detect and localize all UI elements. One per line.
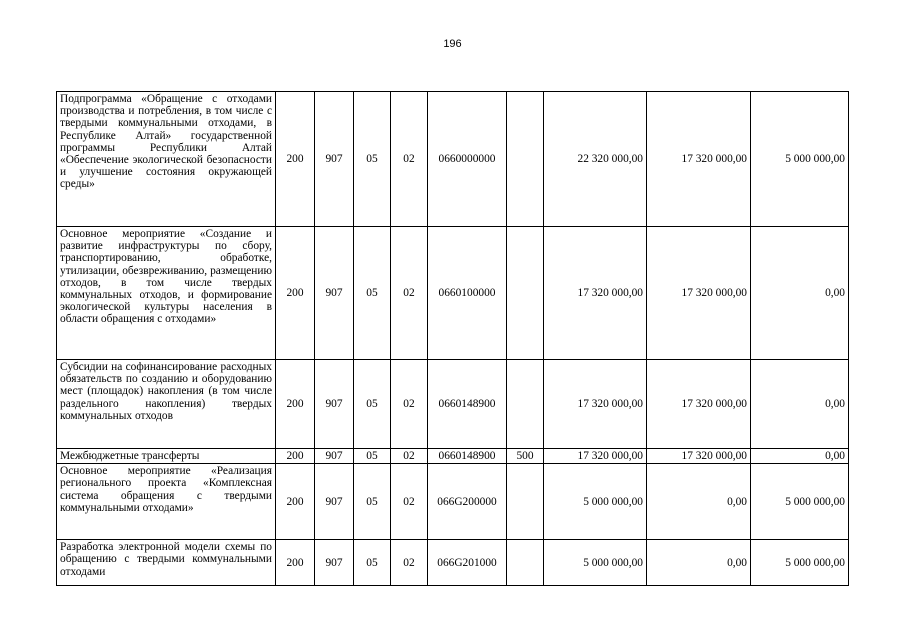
code-cell: 907: [315, 360, 354, 449]
target-article-cell: 0660000000: [428, 92, 507, 227]
budget-table: [56, 91, 849, 586]
target-article-cell: 066G201000: [428, 540, 507, 586]
code-cell: 02: [391, 540, 428, 586]
amount-cell: 17 320 000,00: [544, 227, 647, 360]
code-cell: 907: [315, 540, 354, 586]
expense-type-cell: 500: [507, 449, 544, 464]
code-cell: 907: [315, 227, 354, 360]
amount-cell: 0,00: [647, 464, 751, 540]
amount-cell: 17 320 000,00: [647, 92, 751, 227]
expense-type-cell: [507, 540, 544, 586]
amount-cell: 5 000 000,00: [751, 92, 849, 227]
amount-cell: 5 000 000,00: [544, 540, 647, 586]
code-cell: 200: [276, 464, 315, 540]
code-cell: 05: [354, 360, 391, 449]
target-article-cell: 0660148900: [428, 449, 507, 464]
amount-cell: 17 320 000,00: [647, 449, 751, 464]
code-cell: 05: [354, 540, 391, 586]
row-description: Межбюджетные трансферты: [57, 449, 276, 464]
amount-cell: 17 320 000,00: [544, 449, 647, 464]
expense-type-cell: [507, 227, 544, 360]
page-number: 196: [443, 38, 462, 50]
row-description: Субсидии на софинансирование расходных обязательств по созданию и оборудованию мест (площадок) накопления (в том числе раздельного накопления) твердых коммунальных отходов: [57, 360, 276, 449]
amount-cell: 22 320 000,00: [544, 92, 647, 227]
code-cell: 907: [315, 92, 354, 227]
row-description: Разработка электронной модели схемы по обращению с твердыми коммунальными отходами: [57, 540, 276, 586]
table-row: [57, 449, 849, 464]
code-cell: 02: [391, 227, 428, 360]
expense-type-cell: [507, 92, 544, 227]
row-description: Подпрограмма «Обращение с отходами производства и потребления, в том числе с твердыми коммунальными отходами, в Республике Алтай» государственной программы Республики Алтай «Обеспечение экологической безопасности и улучшение состояния окружающей среды»: [57, 92, 276, 227]
amount-cell: 0,00: [751, 449, 849, 464]
target-article-cell: 0660148900: [428, 360, 507, 449]
amount-cell: 0,00: [751, 360, 849, 449]
code-cell: 02: [391, 464, 428, 540]
code-cell: 200: [276, 360, 315, 449]
expense-type-cell: [507, 360, 544, 449]
amount-cell: 5 000 000,00: [751, 464, 849, 540]
code-cell: 02: [391, 360, 428, 449]
code-cell: 200: [276, 227, 315, 360]
amount-cell: 0,00: [751, 227, 849, 360]
table-row: [57, 464, 849, 540]
amount-cell: 0,00: [647, 540, 751, 586]
code-cell: 05: [354, 464, 391, 540]
code-cell: 200: [276, 92, 315, 227]
code-cell: 907: [315, 464, 354, 540]
amount-cell: 5 000 000,00: [751, 540, 849, 586]
amount-cell: 17 320 000,00: [647, 360, 751, 449]
code-cell: 02: [391, 449, 428, 464]
row-description: Основное мероприятие «Реализация регионального проекта «Комплексная система обращения с твердыми коммунальными отходами»: [57, 464, 276, 540]
amount-cell: 17 320 000,00: [544, 360, 647, 449]
code-cell: 907: [315, 449, 354, 464]
table-row: [57, 540, 849, 586]
target-article-cell: 066G200000: [428, 464, 507, 540]
target-article-cell: 0660100000: [428, 227, 507, 360]
table-row: [57, 360, 849, 449]
amount-cell: 5 000 000,00: [544, 464, 647, 540]
code-cell: 200: [276, 540, 315, 586]
table-body: [57, 92, 849, 586]
code-cell: 05: [354, 449, 391, 464]
table-row: [57, 227, 849, 360]
code-cell: 200: [276, 449, 315, 464]
code-cell: 05: [354, 92, 391, 227]
amount-cell: 17 320 000,00: [647, 227, 751, 360]
table-row: [57, 92, 849, 227]
expense-type-cell: [507, 464, 544, 540]
code-cell: 05: [354, 227, 391, 360]
code-cell: 02: [391, 92, 428, 227]
row-description: Основное мероприятие «Создание и развитие инфраструктуры по сбору, транспортированию, обработке, утилизации, обезвреживанию, размещению отходов, в том числе твердых коммунальных отходов, и формирование экологической культуры населения в области обращения с отходами»: [57, 227, 276, 360]
